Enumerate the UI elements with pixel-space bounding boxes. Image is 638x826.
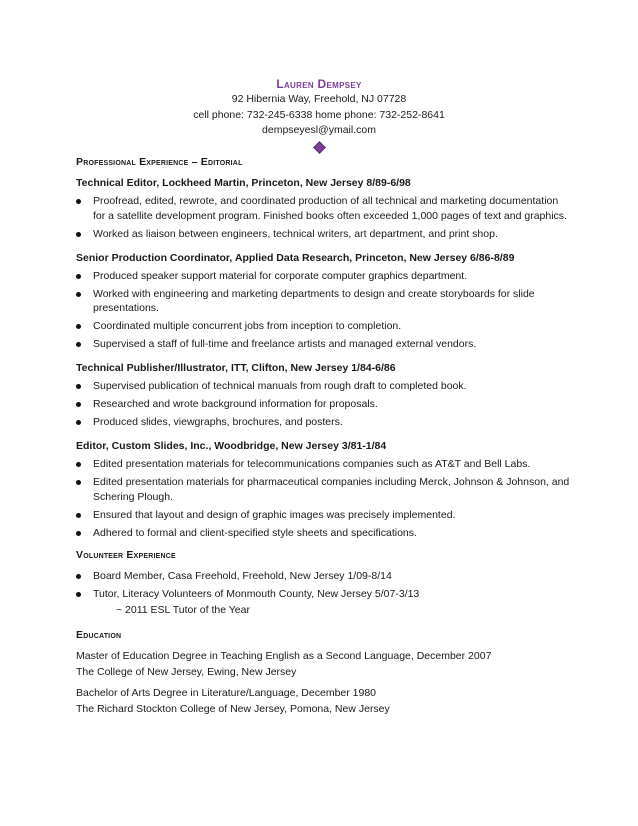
list-item: Board Member, Casa Freehold, Freehold, New Jersey 1/09-8/14 xyxy=(76,569,572,584)
job-bullets xyxy=(76,457,572,540)
education-heading: Education xyxy=(76,628,122,641)
bullet-icon xyxy=(76,274,81,279)
bullet-icon xyxy=(76,342,81,347)
bullet-icon xyxy=(76,384,81,389)
list-item: Produced slides, viewgraphs, brochures, and posters. xyxy=(76,415,572,430)
list-item: Supervised a staff of full-time and freelance artists and managed external vendors. xyxy=(76,337,572,352)
list-item: Produced speaker support material for corporate computer graphics department. xyxy=(76,269,572,284)
bullet-icon xyxy=(76,531,81,536)
education-section xyxy=(76,628,572,717)
address-line: 92 Hibernia Way, Freehold, NJ 07728 xyxy=(231,93,407,105)
candidate-name: Lauren Dempsey xyxy=(276,77,362,91)
job-title: Technical Publisher/Illustrator, ITT, Clifton, New Jersey 1/84-6/86 xyxy=(76,362,396,374)
list-item: Tutor, Literacy Volunteers of Monmouth County, New Jersey 5/07-3/13 xyxy=(76,587,572,602)
volunteer-section xyxy=(76,548,572,618)
resume-header xyxy=(0,76,638,152)
bullet-icon xyxy=(76,513,81,518)
bullet-icon xyxy=(76,199,81,204)
list-item: Ensured that layout and design of graphic images was precisely implemented. xyxy=(76,508,572,523)
list-item: Worked with engineering and marketing departments to design and create storyboards for slide presentations. xyxy=(76,287,572,316)
job-bullets xyxy=(76,194,572,241)
bullet-icon xyxy=(76,574,81,579)
bullet-icon xyxy=(76,420,81,425)
experience-heading: Professional Experience – Editorial xyxy=(76,156,243,168)
bullet-icon xyxy=(76,480,81,485)
bullet-icon xyxy=(76,402,81,407)
list-item: Edited presentation materials for telecommunications companies such as AT&T and Bell Labs. xyxy=(76,457,572,472)
bullet-icon xyxy=(76,592,81,597)
list-item: Coordinated multiple concurrent jobs from inception to completion. xyxy=(76,319,572,334)
list-item: Adhered to formal and client-specified style sheets and specifications. xyxy=(76,526,572,541)
bullet-icon xyxy=(76,292,81,297)
experience-section xyxy=(76,155,572,540)
job-title: Editor, Custom Slides, Inc., Woodbridge, New Jersey 3/81-1/84 xyxy=(76,440,387,452)
resume-body xyxy=(76,155,572,717)
bullet-icon xyxy=(76,462,81,467)
degree-line: Bachelor of Arts Degree in Literature/Language, December 1980 xyxy=(76,686,377,699)
diamond-icon xyxy=(313,141,326,154)
list-item: Proofread, edited, rewrote, and coordinated production of all technical and marketing documentation for a satellite development program. Finished books often exceeded 1,000 pages of text and graphics. xyxy=(76,194,572,223)
volunteer-heading: Volunteer Experience xyxy=(76,549,176,561)
list-item: Worked as liaison between engineers, technical writers, art department, and print shop. xyxy=(76,227,572,242)
email-line: dempseyesl@ymail.com xyxy=(262,124,376,136)
award-line: ~ 2011 ESL Tutor of the Year xyxy=(116,603,250,616)
job-bullets xyxy=(76,379,572,430)
bullet-icon xyxy=(76,232,81,237)
school-line: The College of New Jersey, Ewing, New Jersey xyxy=(76,665,297,678)
phone-line: cell phone: 732-245-6338 home phone: 732-252-8641 xyxy=(193,108,445,121)
job-title: Technical Editor, Lockheed Martin, Princeton, New Jersey 8/89-6/98 xyxy=(76,177,411,189)
job-title: Senior Production Coordinator, Applied Data Research, Princeton, New Jersey 6/86-8/89 xyxy=(76,251,515,264)
bullet-icon xyxy=(76,324,81,329)
job-bullets xyxy=(76,269,572,352)
volunteer-bullets xyxy=(76,569,572,602)
list-item: Researched and wrote background information for proposals. xyxy=(76,397,572,412)
list-item: Supervised publication of technical manuals from rough draft to completed book. xyxy=(76,379,572,394)
degree-line: Master of Education Degree in Teaching English as a Second Language, December 2007 xyxy=(76,649,492,662)
school-line: The Richard Stockton College of New Jersey, Pomona, New Jersey xyxy=(76,702,390,715)
list-item: Edited presentation materials for pharmaceutical companies including Merck, Johnson & Johnson, and Schering Plough. xyxy=(76,475,572,504)
